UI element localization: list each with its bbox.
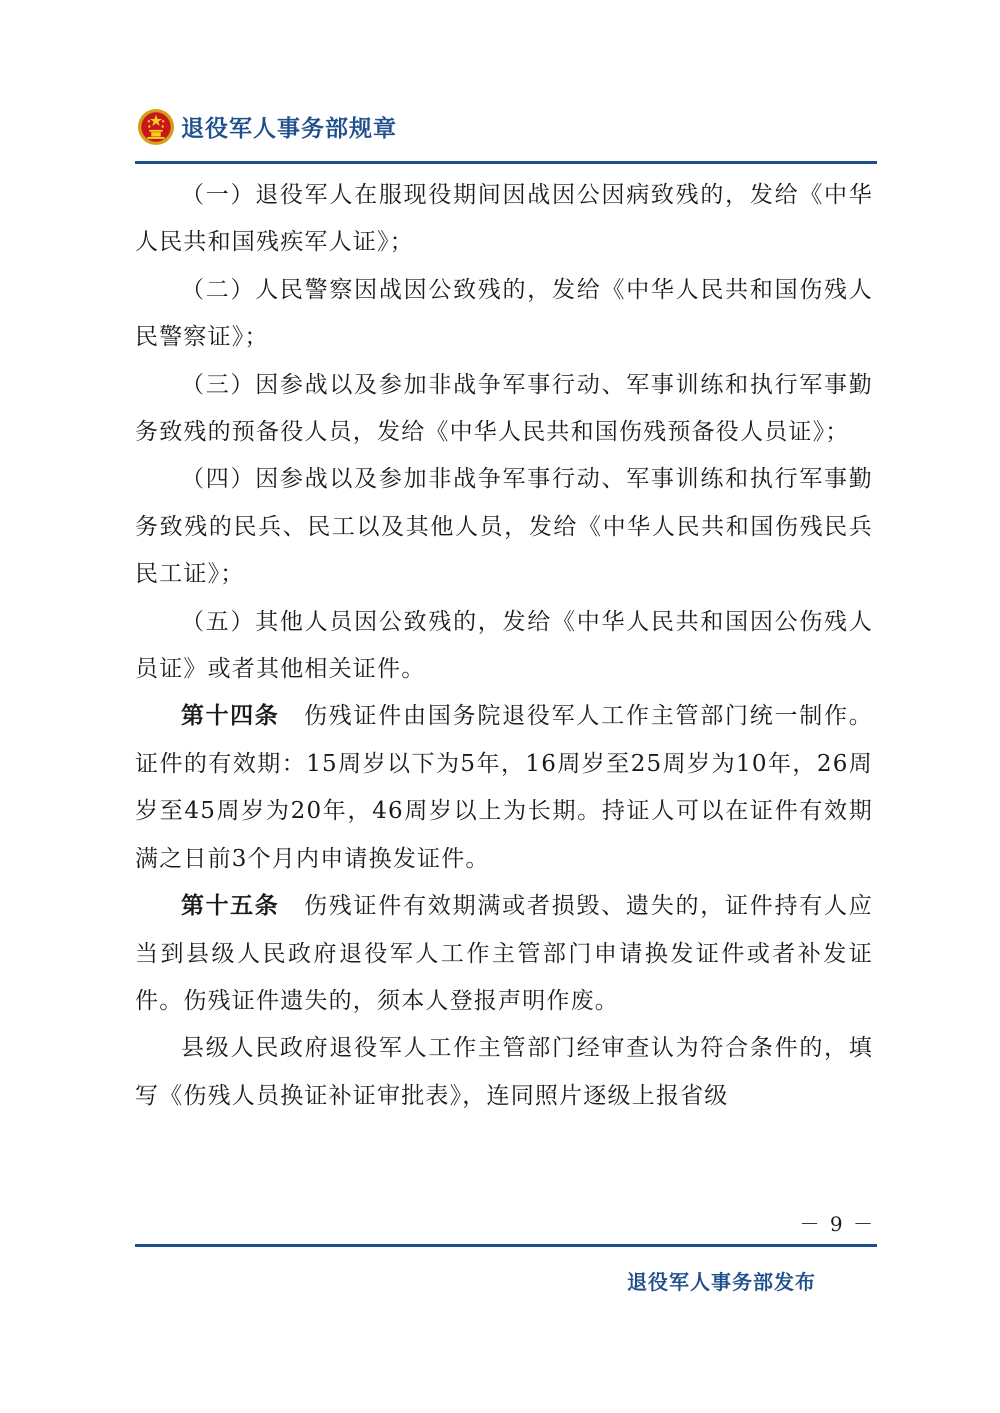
- paragraph-item-3: （三）因参战以及参加非战争军事行动、军事训练和执行军事勤务致残的预备役人员，发给《中华人民共和国伤残预备役人员证》；: [135, 371, 873, 446]
- article-number: 第十五条: [181, 893, 280, 920]
- paragraph-continuation: 县级人民政府退役军人工作主管部门经审查认为符合条件的，填写《伤残人员换证补证审批表》，连同照片逐级上报省级: [135, 1035, 873, 1109]
- footer-publisher: 退役军人事务部发布: [627, 1270, 816, 1294]
- paragraph-article-15: 第十五条 伤残证件有效期满或者损毁、遗失的，证件持有人应当到县级人民政府退役军人工作主管部门申请换发证件或者补发证件。伤残证件遗失的，须本人登报声明作废。: [135, 893, 873, 1014]
- paragraph-item-1: （一）退役军人在服现役期间因战因公因病致残的，发给《中华人民共和国残疾军人证》；: [135, 182, 873, 256]
- document-body: [135, 172, 873, 1120]
- paragraph-item-4: （四）因参战以及参加非战争军事行动、军事训练和执行军事勤务致残的民兵、民工以及其他人员，发给《中华人民共和国伤残民兵民工证》；: [135, 466, 873, 588]
- paragraph-article-14: 第十四条 伤残证件由国务院退役军人工作主管部门统一制作。证件的有效期：15周岁以下为5年，16周岁至25周岁为10年，26周岁至45周岁为20年，46周岁以上为长期。持证人可以在证件有效期满之日前3个月内申请换发证件。: [135, 703, 873, 872]
- footer-divider: [135, 1244, 877, 1247]
- page-header: [135, 104, 877, 164]
- header-title: 退役军人事务部规章: [181, 116, 397, 142]
- national-emblem-icon: [137, 108, 175, 146]
- page-number: － 9 －: [799, 1212, 875, 1236]
- paragraph-item-5: （五）其他人员因公致残的，发给《中华人民共和国因公伤残人员证》或者其他相关证件。: [135, 608, 873, 683]
- article-number: 第十四条: [181, 703, 280, 730]
- paragraph-item-2: （二）人民警察因战因公致残的，发给《中华人民共和国伤残人民警察证》；: [135, 276, 873, 351]
- header-divider: [135, 161, 877, 164]
